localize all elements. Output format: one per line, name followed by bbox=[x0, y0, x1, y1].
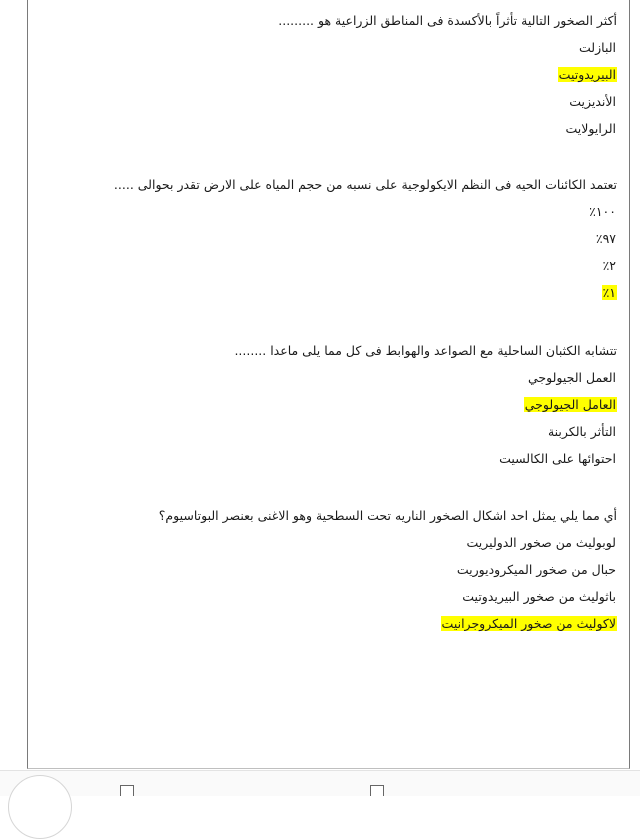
answer-option[interactable]: باثوليث من صخور البيريدوتيت bbox=[462, 589, 616, 604]
answer-option-highlighted[interactable]: العامل الجيولوجي bbox=[524, 397, 616, 412]
question-stem: أكثر الصخور التالية تأثراً بالأكسدة فى المناطق الزراعية هو ......... bbox=[278, 13, 617, 28]
question-stem: أي مما يلي يمثل احد اشكال الصخور الناريه تحت السطحية وهو الاغنى بعنصر البوتاسيوم؟ bbox=[158, 508, 617, 523]
answer-option[interactable]: الرايولايت bbox=[565, 121, 616, 136]
toolbar-icon[interactable] bbox=[370, 785, 384, 796]
answer-option[interactable]: لوبوليث من صخور الدوليريت bbox=[466, 535, 616, 550]
answer-option[interactable]: ١٠٠٪ bbox=[589, 204, 616, 219]
question-4 bbox=[159, 507, 617, 633]
answer-option-highlighted[interactable]: البيريدوتيت bbox=[558, 67, 616, 82]
question-1 bbox=[278, 12, 617, 138]
answer-option[interactable]: البازلت bbox=[579, 40, 616, 55]
answer-option[interactable]: ٩٧٪ bbox=[595, 231, 616, 246]
document-page bbox=[27, 0, 630, 769]
answer-option[interactable]: التأثر بالكربنة bbox=[547, 424, 616, 439]
bottom-toolbar bbox=[0, 770, 640, 796]
circle-button-icon[interactable] bbox=[8, 775, 72, 839]
answer-option-highlighted[interactable]: ١٪ bbox=[602, 285, 616, 300]
answer-option-highlighted[interactable]: لاكوليث من صخور الميكروجرانيت bbox=[441, 616, 616, 631]
question-2 bbox=[114, 176, 617, 302]
answer-option[interactable]: ٢٪ bbox=[602, 258, 616, 273]
answer-option[interactable]: العمل الجيولوجي bbox=[528, 370, 616, 385]
answer-option[interactable]: حبال من صخور الميكروديوريت bbox=[456, 562, 616, 577]
question-stem: تتشابه الكثبان الساحلية مع الصواعد والهوابط فى كل مما يلى ماعدا ........ bbox=[234, 343, 617, 358]
answer-option[interactable]: الأنديزيت bbox=[569, 94, 616, 109]
question-3 bbox=[234, 342, 617, 468]
answer-option[interactable]: احتوائها على الكالسيت bbox=[499, 451, 616, 466]
toolbar-icon[interactable] bbox=[120, 785, 134, 796]
question-stem: تعتمد الكائنات الحيه فى النظم الايكولوجية على نسبه من حجم المياه على الارض تقدر بحوالى ..... bbox=[113, 177, 617, 192]
